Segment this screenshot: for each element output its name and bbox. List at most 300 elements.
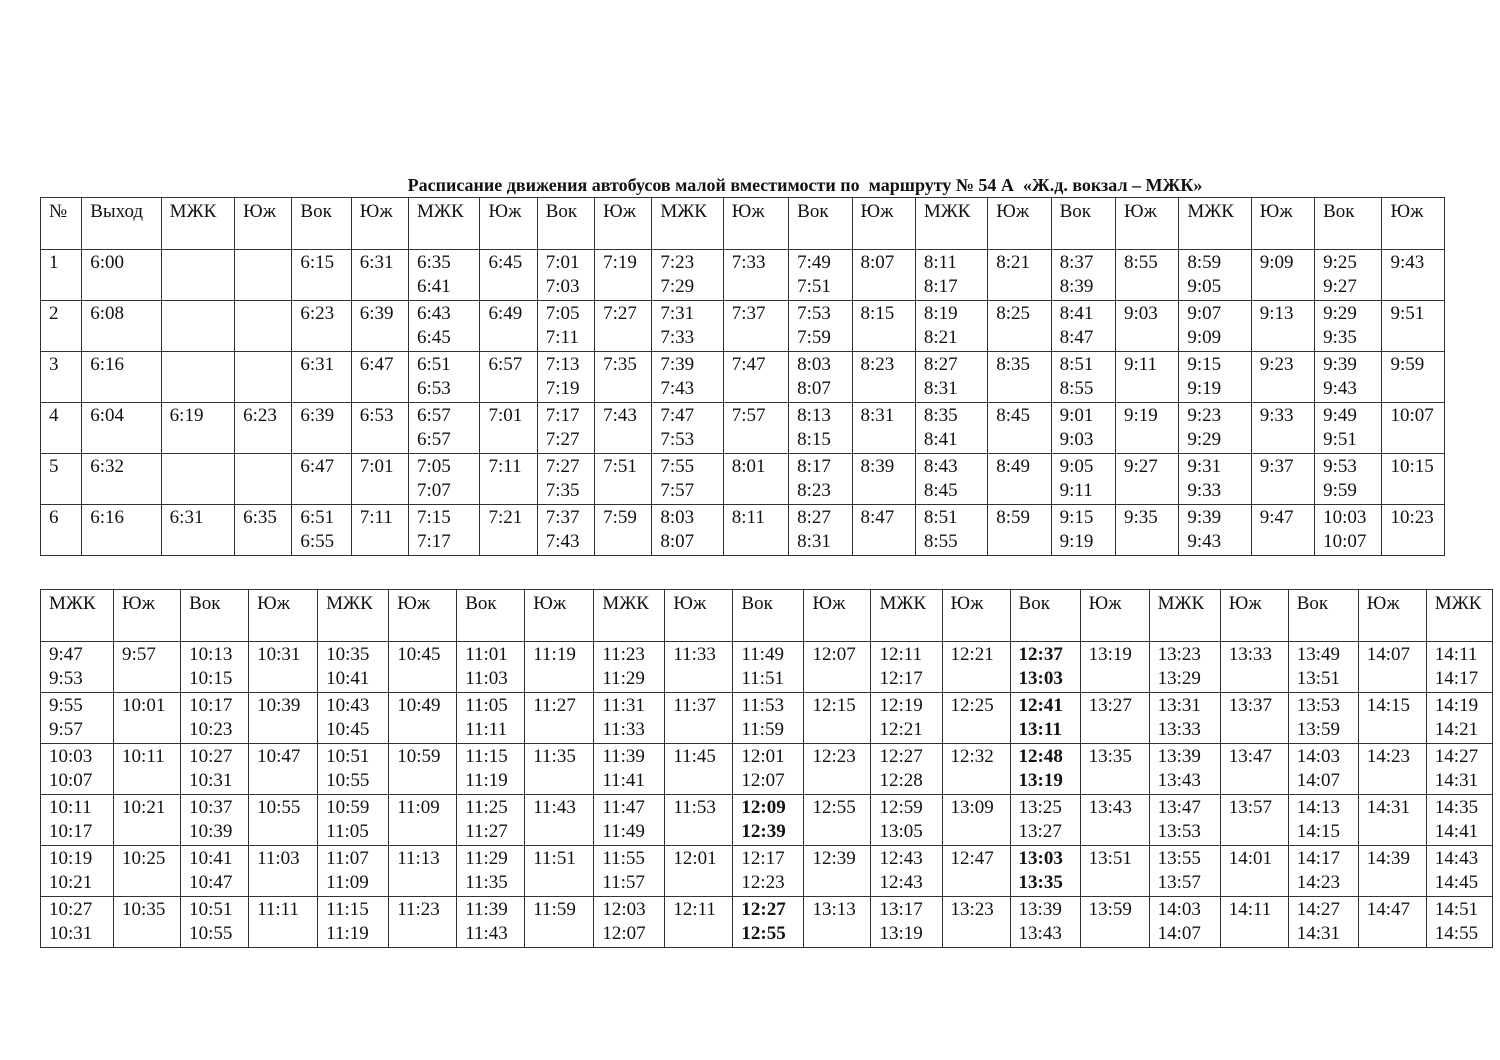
time-value: 11:45 [673,746,716,767]
column-header: Юж [723,198,788,250]
time-value: 10:41 [326,668,370,689]
time-cell [1080,642,1149,693]
time-value: 8:21 [996,252,1031,273]
time-value-bold: 12:39 [741,821,786,842]
time-value: 10:21 [122,797,166,818]
column-header: МЖК [1426,590,1492,642]
time-value: 13:23 [950,899,994,920]
time-cell [652,505,723,556]
time-value: 7:53 [797,303,831,324]
time-cell [652,454,723,505]
column-header: Юж [1220,590,1288,642]
time-value: 14:17 [1296,848,1340,869]
time-value: 9:59 [1390,354,1425,375]
time-cell [1010,897,1080,948]
column-header: МЖК [1179,198,1251,250]
time-value: 12:17 [879,668,923,689]
column-header: МЖК [915,198,987,250]
time-cell [665,897,733,948]
column-header: Юж [1382,198,1445,250]
time-value: 11:35 [465,872,508,893]
time-value: 9:01 [1059,405,1094,426]
time-value: 7:39 [660,354,695,375]
time-value: 11:49 [741,644,784,665]
time-cell [537,454,594,505]
time-value: 10:07 [1323,531,1367,552]
time-cell [537,352,594,403]
time-value: 14:27 [1434,746,1479,767]
time-value: 9:57 [122,644,156,665]
column-header: Юж [804,590,871,642]
time-value: 11:03 [465,668,508,689]
time-value: 6:35 [243,507,277,528]
time-cell [318,846,389,897]
time-value: 7:19 [545,378,580,399]
time-value: 8:27 [923,354,958,375]
time-value: 6:31 [169,507,204,528]
time-cell [161,250,234,301]
time-value: 12:23 [812,746,856,767]
time-cell [1179,301,1251,352]
time-value: 6:51 [300,507,335,528]
time-value: 14:41 [1434,821,1479,842]
time-cell [871,795,942,846]
time-cell [41,642,114,693]
time-value: 7:11 [359,507,393,528]
time-value: 14:23 [1366,746,1411,767]
time-cell [41,897,114,948]
time-value: 10:23 [189,719,233,740]
time-cell [852,505,915,556]
time-cell [595,403,652,454]
time-value: 10:41 [189,848,233,869]
time-value: 10:15 [1390,456,1434,477]
time-value: 8:23 [860,354,895,375]
time-cell [1080,693,1149,744]
time-value: 7:33 [731,252,766,273]
time-value: 10:55 [326,770,370,791]
time-value: 9:11 [1059,480,1093,501]
time-value: 12:07 [812,644,856,665]
schedule-table-morning [40,197,1445,556]
time-value: 10:35 [326,644,370,665]
time-value: 7:01 [545,252,580,273]
time-cell [318,744,389,795]
time-cell [82,352,161,403]
time-value: 11:07 [326,848,369,869]
time-value: 7:37 [545,507,580,528]
time-cell [594,693,665,744]
time-value: 13:59 [1296,719,1340,740]
time-value: 12:01 [741,746,785,767]
time-cell [181,897,249,948]
time-value: 12:43 [879,872,923,893]
time-value: 7:51 [603,456,637,477]
time-cell [1080,795,1149,846]
time-cell [804,642,871,693]
time-cell [595,352,652,403]
time-value: 9:15 [1059,507,1094,528]
time-cell [292,352,351,403]
time-value: 9:37 [1259,456,1294,477]
time-cell [1179,403,1251,454]
time-cell [1251,352,1314,403]
time-value: 12:23 [741,872,785,893]
time-cell [409,505,480,556]
time-value: 6:04 [90,405,125,426]
time-value: 9:47 [1259,507,1294,528]
time-cell [1426,897,1492,948]
time-cell [480,250,537,301]
time-cell [804,795,871,846]
time-value: 12:19 [879,695,923,716]
time-value: 11:13 [397,848,440,869]
time-cell [733,795,804,846]
time-cell [789,403,852,454]
time-cell [161,301,234,352]
time-value: 14:03 [1157,899,1201,920]
time-value: 7:21 [488,507,523,528]
time-value: 4 [49,405,59,426]
time-value: 9:03 [1059,429,1094,450]
time-value: 6:31 [300,354,335,375]
time-value: 9:27 [1323,276,1357,297]
time-value: 3 [49,354,59,375]
time-value: 13:39 [1018,899,1062,920]
time-value: 10:39 [257,695,301,716]
table-row [41,403,1445,454]
time-value: 2 [49,303,59,324]
time-cell [1426,744,1492,795]
time-value: 9:19 [1123,405,1158,426]
time-value: 11:53 [741,695,784,716]
time-cell [1149,693,1220,744]
time-value: 7:23 [660,252,695,273]
column-header: Юж [235,198,292,250]
time-value: 9:19 [1059,531,1094,552]
time-value: 7:43 [660,378,695,399]
time-value: 9:25 [1323,252,1357,273]
time-cell [1115,403,1178,454]
time-value: 13:57 [1228,797,1272,818]
time-value: 11:27 [465,821,508,842]
time-value: 10:07 [1390,405,1434,426]
time-cell [525,744,594,795]
time-cell [1220,846,1288,897]
time-value: 14:45 [1434,872,1479,893]
time-cell [181,642,249,693]
time-value: 10:11 [49,797,92,818]
time-value: 8:23 [797,480,831,501]
time-value: 7:47 [660,405,695,426]
header-row [41,590,1493,642]
time-cell [1051,301,1115,352]
time-cell [988,505,1051,556]
time-cell [852,301,915,352]
time-cell [942,897,1010,948]
time-cell [292,454,351,505]
time-cell [41,795,114,846]
column-header: Вок [789,198,852,250]
time-value: 10:17 [49,821,93,842]
time-cell [733,897,804,948]
time-cell [1358,795,1426,846]
time-cell [1115,454,1178,505]
time-value-bold: 13:11 [1018,719,1062,740]
time-value: 10:31 [49,923,93,944]
column-header: Юж [351,198,408,250]
time-value: 13:29 [1157,668,1201,689]
time-value: 9:15 [1187,354,1222,375]
time-cell [161,505,234,556]
column-header: Вок [537,198,594,250]
time-cell [1220,642,1288,693]
column-header: Вок [1051,198,1115,250]
time-cell [537,505,594,556]
time-value: 9:51 [1323,429,1357,450]
time-value: 14:11 [1228,899,1272,920]
time-value: 7:33 [660,327,695,348]
column-header: МЖК [41,590,114,642]
time-value: 14:39 [1366,848,1411,869]
column-header: Юж [114,590,181,642]
time-value: 10:01 [122,695,166,716]
time-value: 13:37 [1228,695,1272,716]
time-value: 9:19 [1187,378,1222,399]
time-value: 9:39 [1187,507,1222,528]
table-row [41,642,1493,693]
time-value: 11:19 [465,770,508,791]
time-value: 9:49 [1323,405,1357,426]
time-cell [525,795,594,846]
time-value: 11:29 [602,668,645,689]
time-value: 12:27 [879,746,923,767]
time-cell [114,642,181,693]
time-cell [723,352,788,403]
time-cell [41,250,82,301]
time-value: 7:35 [545,480,580,501]
time-value: 11:43 [465,923,508,944]
time-value: 11:11 [257,899,299,920]
time-cell [292,250,351,301]
time-value: 13:39 [1157,746,1201,767]
time-cell [1220,897,1288,948]
column-header: Выход [82,198,161,250]
time-cell [1358,693,1426,744]
time-value: 8:43 [923,456,958,477]
time-cell [409,250,480,301]
time-value: 11:33 [673,644,716,665]
time-cell [1315,250,1382,301]
time-cell [1080,897,1149,948]
time-cell [1358,897,1426,948]
time-cell [1051,505,1115,556]
time-cell [249,846,318,897]
time-value: 6:35 [417,252,451,273]
time-cell [41,744,114,795]
time-value: 14:31 [1366,797,1411,818]
column-header: Вок [1288,590,1358,642]
time-cell [351,352,408,403]
time-cell [595,505,652,556]
time-value: 13:23 [1157,644,1201,665]
time-value: 14:03 [1296,746,1340,767]
time-value: 14:07 [1366,644,1411,665]
time-cell [1115,301,1178,352]
time-value: 11:09 [326,872,369,893]
time-cell [988,403,1051,454]
time-cell [871,846,942,897]
time-cell [41,301,82,352]
time-cell [41,846,114,897]
time-cell [652,301,723,352]
time-cell [409,301,480,352]
time-value: 8:51 [1059,354,1094,375]
time-cell [457,693,525,744]
column-header: МЖК [1149,590,1220,642]
time-value: 8:27 [797,507,831,528]
time-cell [82,403,161,454]
time-value: 10:17 [189,695,233,716]
time-value: 6:55 [300,531,335,552]
time-value: 6 [49,507,59,528]
time-value: 7:55 [660,456,695,477]
time-value: 10:23 [1390,507,1434,528]
time-cell [733,642,804,693]
time-cell [1179,505,1251,556]
time-value: 9:39 [1323,354,1357,375]
time-value: 8:07 [797,378,831,399]
time-cell [1115,352,1178,403]
time-value: 8:01 [731,456,766,477]
time-value: 12:07 [741,770,785,791]
time-value: 10:59 [397,746,441,767]
time-value: 10:21 [49,872,93,893]
time-value: 9:59 [1323,480,1357,501]
time-value: 14:15 [1366,695,1411,716]
time-value: 8:49 [996,456,1031,477]
column-header: МЖК [652,198,723,250]
time-value: 11:47 [602,797,645,818]
time-cell [852,352,915,403]
time-value: 11:31 [602,695,645,716]
time-cell [723,454,788,505]
time-value: 12:59 [879,797,923,818]
time-value: 6:32 [90,456,125,477]
time-value: 10:51 [326,746,370,767]
time-value: 10:47 [257,746,301,767]
time-value: 13:57 [1157,872,1201,893]
time-value: 10:31 [257,644,301,665]
table-row [41,744,1493,795]
time-value: 11:33 [602,719,645,740]
time-value: 6:16 [90,507,125,528]
time-value: 9:33 [1187,480,1222,501]
time-value: 8:31 [797,531,831,552]
time-cell [537,403,594,454]
time-value: 7:59 [603,507,637,528]
time-cell [1010,744,1080,795]
time-value: 13:13 [812,899,856,920]
column-header: Вок [457,590,525,642]
time-value: 14:17 [1434,668,1479,689]
time-cell [235,454,292,505]
time-value: 9:23 [1259,354,1294,375]
time-value: 6:19 [169,405,204,426]
time-value: 11:03 [257,848,300,869]
time-cell [1382,505,1445,556]
time-value: 8:39 [1059,276,1094,297]
time-value-bold: 12:09 [741,797,786,818]
time-cell [723,301,788,352]
time-value: 13:31 [1157,695,1201,716]
time-value: 7:17 [417,531,451,552]
time-value: 12:32 [950,746,994,767]
time-value: 12:01 [673,848,717,869]
time-value: 11:15 [465,746,508,767]
time-cell [1382,454,1445,505]
time-cell [723,250,788,301]
time-value: 14:01 [1228,848,1272,869]
time-value: 8:51 [923,507,958,528]
time-value: 7:01 [488,405,523,426]
time-value: 11:59 [741,719,784,740]
time-value: 14:13 [1296,797,1340,818]
time-cell [351,250,408,301]
time-value: 8:47 [860,507,895,528]
time-value: 7:37 [731,303,766,324]
header-row [41,198,1445,250]
time-value: 7:11 [488,456,522,477]
time-value: 9:43 [1323,378,1357,399]
time-cell [1288,744,1358,795]
column-header: Юж [389,590,457,642]
time-value: 9:33 [1259,405,1294,426]
time-cell [1315,403,1382,454]
time-value: 10:19 [49,848,93,869]
time-cell [594,897,665,948]
time-value: 14:11 [1434,644,1478,665]
time-value: 11:55 [602,848,645,869]
time-value: 8:59 [1187,252,1222,273]
time-value: 13:05 [879,821,923,842]
time-value: 7:51 [797,276,831,297]
time-value: 7:43 [603,405,637,426]
time-cell [82,505,161,556]
column-header: МЖК [318,590,389,642]
column-header: Юж [1358,590,1426,642]
time-cell [292,505,351,556]
time-value: 8:13 [797,405,831,426]
time-value: 7:27 [603,303,637,324]
time-value: 9:05 [1059,456,1094,477]
time-cell [292,403,351,454]
time-value: 8:41 [1059,303,1094,324]
time-cell [41,693,114,744]
time-value: 9:35 [1323,327,1357,348]
time-value: 9:27 [1123,456,1158,477]
time-value: 10:59 [326,797,370,818]
column-header: Юж [942,590,1010,642]
table-row [41,250,1445,301]
time-cell [249,795,318,846]
time-value: 9:47 [49,644,83,665]
time-value: 12:21 [950,644,994,665]
time-cell [852,454,915,505]
schedule-title: Расписание движения автобусов малой вместимости по маршруту № 54 А «Ж.д. вокзал – МЖК» [407,175,1203,195]
column-header: МЖК [409,198,480,250]
time-cell [1315,352,1382,403]
